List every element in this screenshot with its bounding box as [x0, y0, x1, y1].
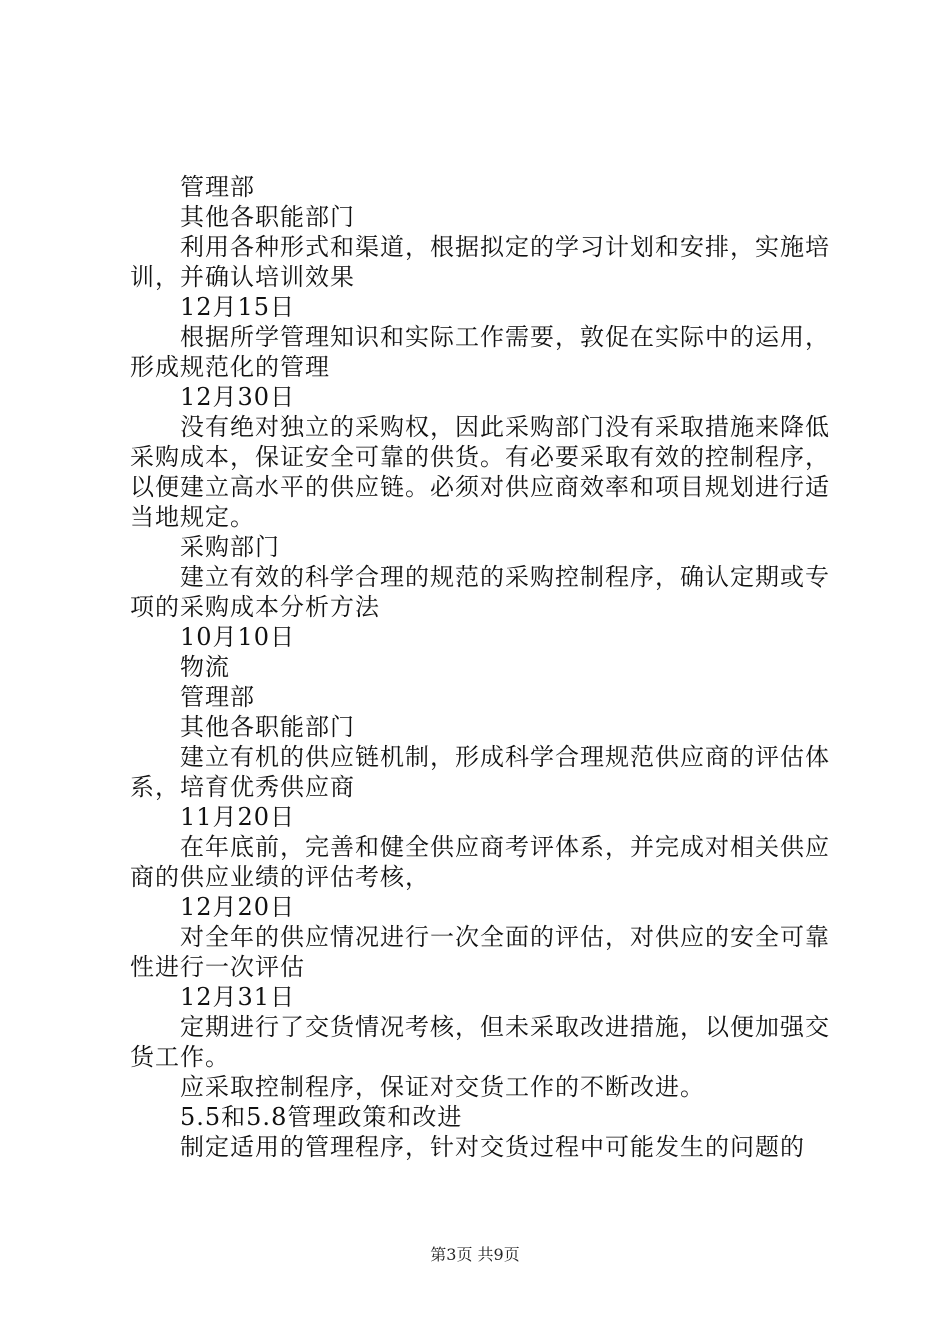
- paragraph: 制定适用的管理程序，针对交货过程中可能发生的问题的: [180, 1133, 805, 1161]
- paragraph: 5.5和5.8管理政策和改进: [180, 1103, 463, 1131]
- paragraph: 管理部: [180, 683, 255, 711]
- paragraph: 管理部: [180, 173, 255, 201]
- paragraph: 没有绝对独立的采购权，因此采购部门没有采取措施来降低采购成本，保证安全可靠的供货。有必要采取有效的控制程序，以便建立高水平的供应链。必须对供应商效率和项目规划进行适当地规定。: [130, 413, 830, 531]
- paragraph: 12月20日: [180, 893, 296, 921]
- paragraph: 对全年的供应情况进行一次全面的评估，对供应的安全可靠性进行一次评估: [130, 923, 830, 981]
- document-body: [130, 172, 835, 1162]
- paragraph: 11月20日: [180, 803, 296, 831]
- paragraph: 其他各职能部门: [180, 203, 355, 231]
- paragraph: 在年底前，完善和健全供应商考评体系，并完成对相关供应商的供应业绩的评估考核，: [130, 833, 830, 891]
- paragraph: 12月30日: [180, 383, 296, 411]
- paragraph: 建立有效的科学合理的规范的采购控制程序，确认定期或专项的采购成本分析方法: [130, 563, 830, 621]
- paragraph: 利用各种形式和渠道，根据拟定的学习计划和安排，实施培训，并确认培训效果: [130, 233, 830, 291]
- paragraph: 12月31日: [180, 983, 296, 1011]
- paragraph: 根据所学管理知识和实际工作需要，敦促在实际中的运用，形成规范化的管理: [130, 323, 830, 381]
- paragraph: 定期进行了交货情况考核，但未采取改进措施，以便加强交货工作。: [130, 1013, 830, 1071]
- paragraph: 采购部门: [180, 533, 280, 561]
- paragraph: 10月10日: [180, 623, 296, 651]
- paragraph: 应采取控制程序，保证对交货工作的不断改进。: [180, 1073, 705, 1101]
- paragraph: 12月15日: [180, 293, 296, 321]
- paragraph: 其他各职能部门: [180, 713, 355, 741]
- paragraph: 物流: [180, 653, 230, 681]
- paragraph: 建立有机的供应链机制，形成科学合理规范供应商的评估体系，培育优秀供应商: [130, 743, 830, 801]
- page-number-footer: 第3页 共9页: [430, 1245, 520, 1264]
